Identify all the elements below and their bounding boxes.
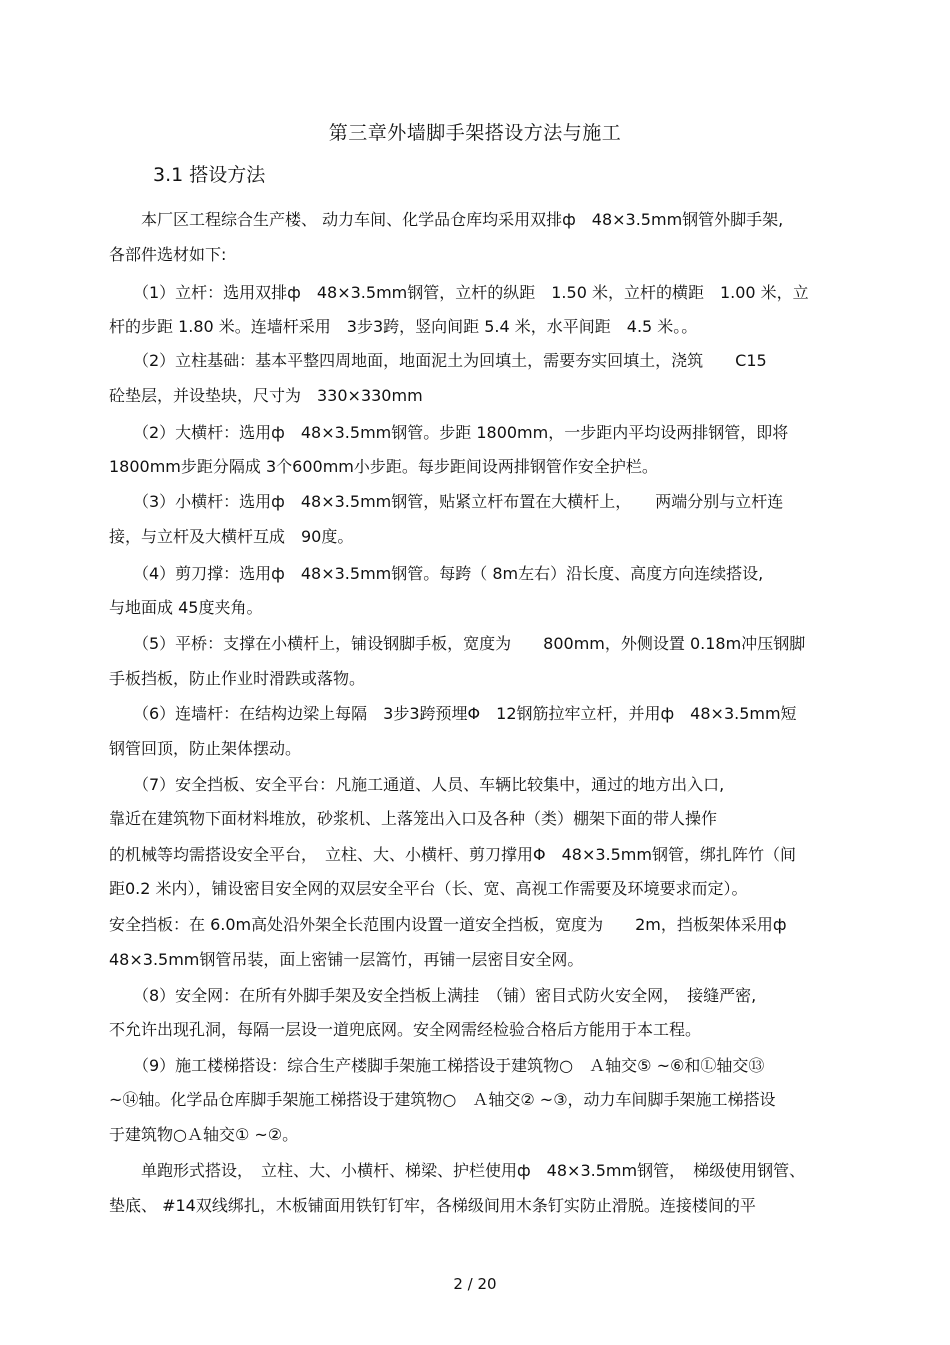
body-line: 接，与立杆及大横杆互成 90度。	[109, 527, 354, 546]
page-number: 2 / 20	[453, 1275, 497, 1293]
body-line: （7）安全挡板、安全平台：凡施工通道、人员、车辆比较集中，通过的地方出入口,	[109, 775, 725, 794]
body-line: 不允许出现孔洞，每隔一层设一道兜底网。安全网需经检验合格后方能用于本工程。	[109, 1020, 702, 1039]
section-heading: 3.1 搭设方法	[153, 164, 266, 186]
body-line: （2）立柱基础：基本平整四周地面，地面泥土为回填土，需要夯实回填土，浇筑 C15	[109, 351, 767, 370]
chapter-title: 第三章外墙脚手架搭设方法与施工	[328, 122, 622, 144]
body-line: 距0.2 米内），铺设密目安全网的双层安全平台（长、宽、高视工作需要及环境要求而定）。	[109, 879, 748, 898]
body-line: 1800mm步距分隔成 3个600mm小步距。每步距间设两排钢管作安全护栏。	[109, 457, 658, 476]
body-line: ~⑭轴。化学品仓库脚手架施工梯搭设于建筑物○ Ａ轴交② ~③，动力车间脚手架施工梯搭设	[109, 1090, 776, 1109]
body-line: 手板挡板，防止作业时滑跌或落物。	[109, 669, 366, 688]
body-line: 单跑形式搭设， 立柱、大、小横杆、梯梁、护栏使用ф 48×3.5mm钢管， 梯级使用钢管、	[109, 1161, 806, 1180]
body-line: （3）小横杆：选用ф 48×3.5mm钢管，贴紧立杆布置在大横杆上， 两端分别与立杆连	[109, 492, 784, 511]
body-line: 48×3.5mm钢管吊装，面上密铺一层篙竹，再铺一层密目安全网。	[109, 950, 584, 969]
body-line: （1）立杆：选用双排ф 48×3.5mm钢管，立杆的纵距 1.50 米，立杆的横距 1.00 米，立	[109, 283, 809, 302]
body-line: （4）剪刀撑：选用ф 48×3.5mm钢管。每跨（ 8m左右）沿长度、高度方向连续搭设,	[109, 564, 764, 583]
body-line: （6）连墙杆：在结构边梁上每隔 3步3跨预埋Φ 12钢筋拉牢立杆，并用ф 48×3.5mm短	[109, 704, 797, 723]
body-line: 于建筑物○Ａ轴交① ~②。	[109, 1125, 299, 1144]
body-line: 各部件选材如下:	[109, 245, 227, 264]
body-line: 本厂区工程综合生产楼、 动力车间、化学品仓库均采用双排ф 48×3.5mm钢管外脚手架,	[109, 210, 784, 229]
body-line: 垫底、 #14双线绑扎，木板铺面用铁钉钉牢，各梯级间用木条钉实防止滑脱。连接楼间的平	[109, 1196, 756, 1215]
body-line: （5）平桥：支撑在小横杆上，铺设钢脚手板，宽度为 800mm，外侧设置 0.18m冲压钢脚	[109, 634, 806, 653]
body-line: 砼垫层，并设垫块，尺寸为 330×330mm	[109, 386, 423, 405]
body-line: 杆的步距 1.80 米。连墙杆采用 3步3跨，竖向间距 5.4 米，水平间距 4.5 米。。	[109, 317, 698, 336]
body-line: 靠近在建筑物下面材料堆放，砂浆机、上落笼出入口及各种（类）棚架下面的带人操作	[109, 809, 718, 828]
body-line: 安全挡板：在 6.0m高处沿外架全长范围内设置一道安全挡板，宽度为 2m，挡板架体采用ф	[109, 915, 787, 934]
body-line: （9）施工楼梯搭设：综合生产楼脚手架施工梯搭设于建筑物○ Ａ轴交⑤ ~⑥和Ⓛ轴交⑬	[109, 1056, 765, 1075]
body-line: 钢管回顶，防止架体摆动。	[109, 739, 302, 758]
body-line: （2）大横杆：选用ф 48×3.5mm钢管。步距 1800mm，一步距内平均设两排钢管，即将	[109, 423, 789, 442]
body-line: 的机械等均需搭设安全平台， 立柱、大、小横杆、剪刀撑用Φ 48×3.5mm钢管，绑扎阵竹（间	[109, 845, 796, 864]
body-line: （8）安全网：在所有外脚手架及安全挡板上满挂 （铺）密目式防火安全网， 接缝严密,	[109, 986, 757, 1005]
body-line: 与地面成 45度夹角。	[109, 598, 263, 617]
